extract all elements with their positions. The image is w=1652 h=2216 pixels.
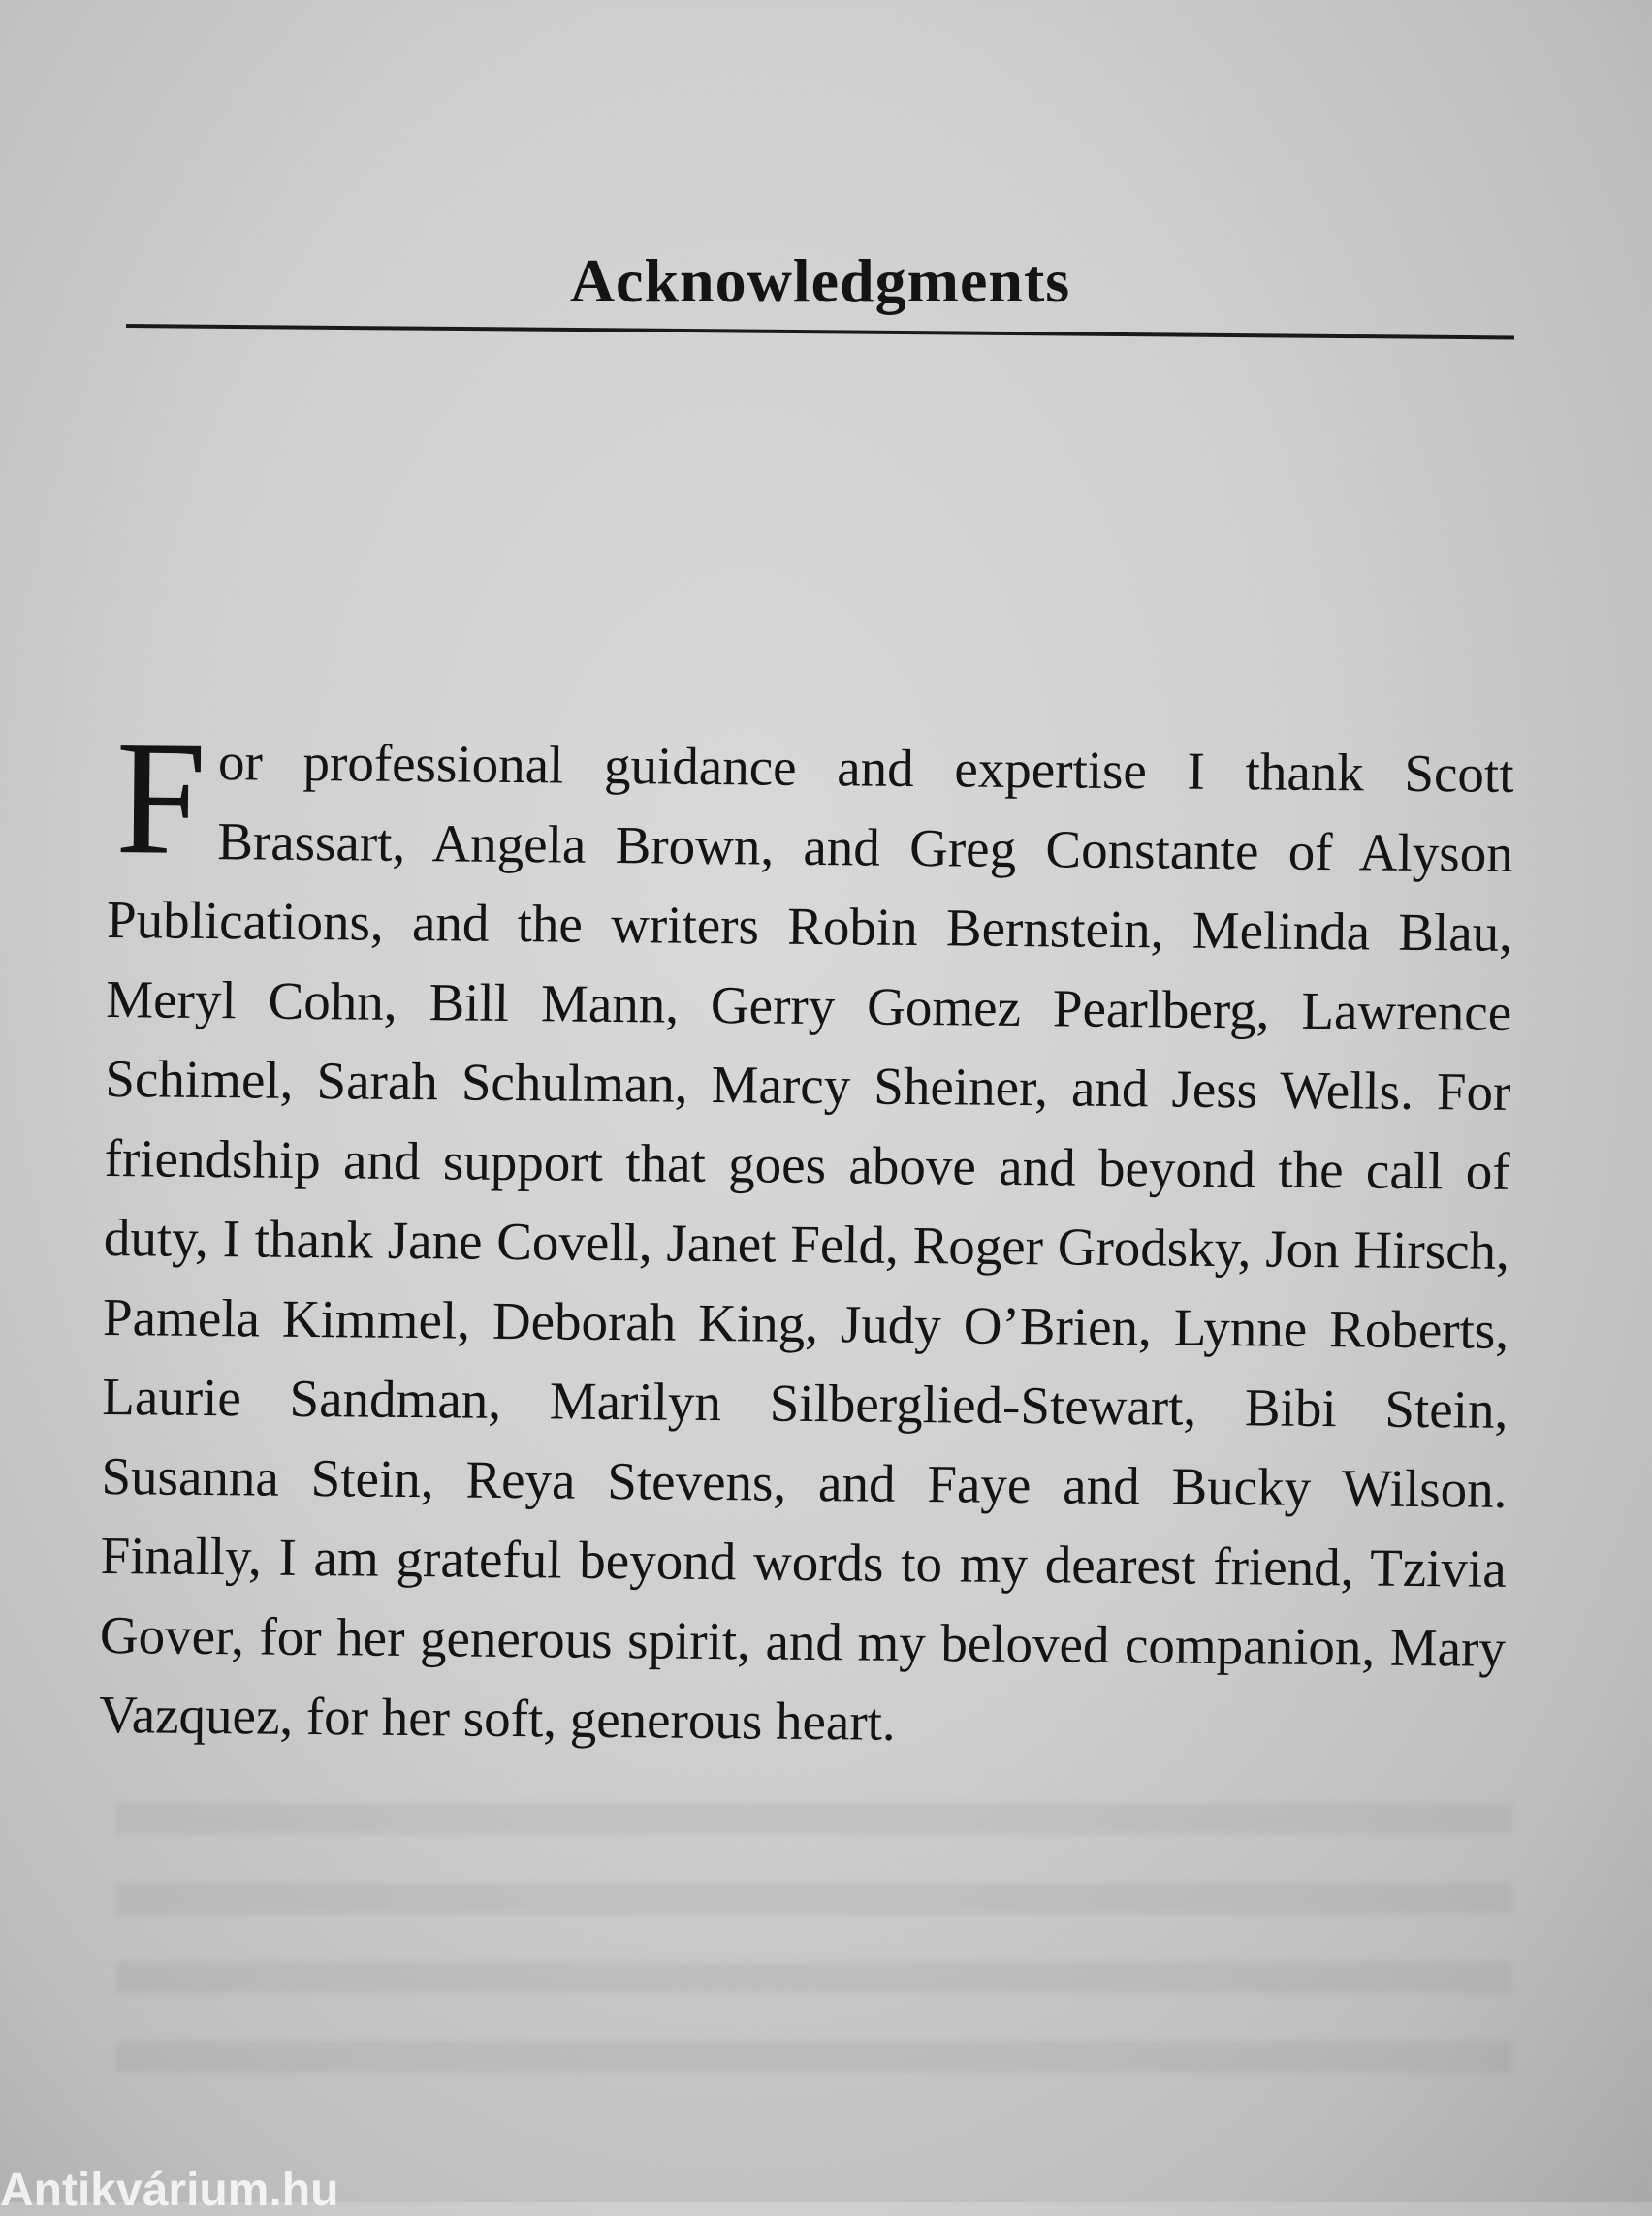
drop-cap: F — [114, 708, 207, 889]
show-through-text — [116, 1774, 1512, 2104]
watermark: Antikvárium.hu — [0, 2165, 339, 2216]
paragraph-text: or professional guidance and expertise I thank Scott Brassart, Angela Brown, and Greg Constante of Alyson Publications, and the writers Robin Bernstein, Melinda Blau, Meryl Cohn, Bill Mann, Gerry Gomez Pearlberg, Lawrence Schimel, Sarah Schulman, Marcy Sheiner, and Jess Wells. For friendship and support that goes above and beyond the call of duty, I thank Jane Covell, Janet Feld, Roger Grodsky, Jon Hirsch, Pamela Kimmel, Deborah King, Judy O’Brien, Lynne Roberts, Laurie Sandman, Marilyn Silberglied-Stewart, Bibi Stein, Susanna Stein, Reya Stevens, and Faye and Bucky Wilson. Finally, I am grateful beyond words to my dearest friend, Tzivia Gover, for her generous spirit, and my beloved companion, Mary Vazquez, for her soft, generous heart. — [98, 732, 1514, 1752]
heading-rule — [126, 324, 1514, 339]
page-heading: Acknowledgments — [569, 246, 1071, 315]
acknowledgments-paragraph — [98, 708, 1514, 1768]
